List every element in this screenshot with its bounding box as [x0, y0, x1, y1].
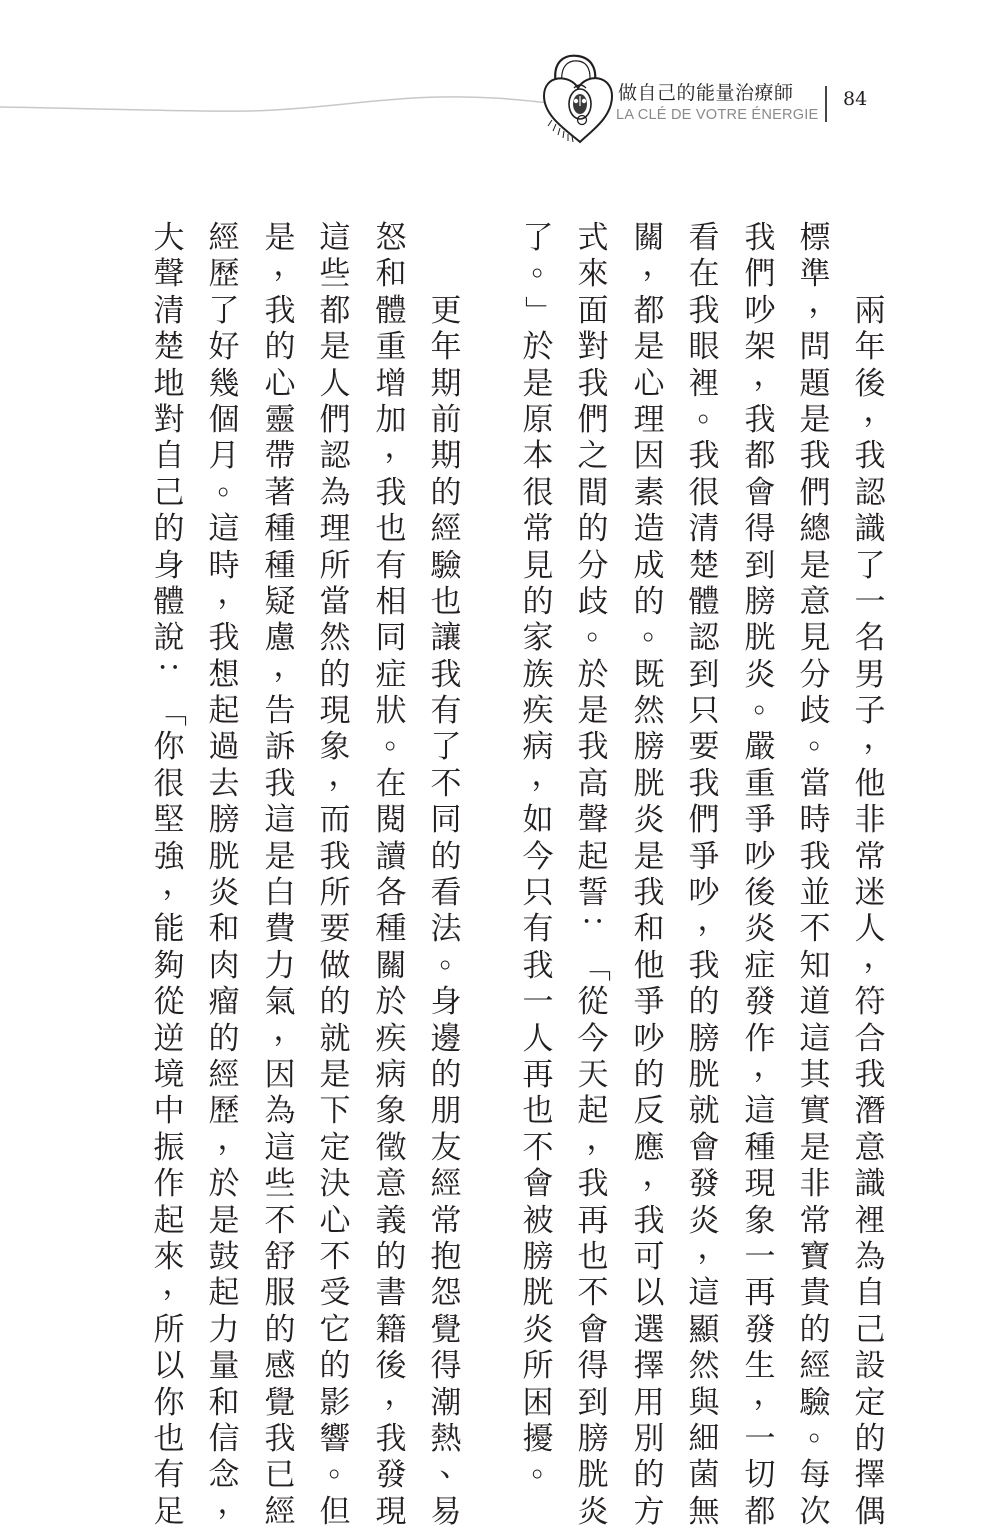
text-column: 更 年 期 前 期 的 經 驗 也 讓 我 有 了 不 同 的 看 法 。 身 邊 的 朋 友 經 常 抱 怨 覺 得 潮 熱 、 易: [430, 292, 471, 1530]
text-column: 經 歷 了 好 幾 個 月 。 這 時 ， 我 想 起 過 去 膀 胱 炎 和 肉 瘤 的 經 歷 ， 於 是 鼓 起 力 量 和 信 念 ，: [208, 220, 249, 1521]
text-column: 標 準 ， 問 題 是 我 們 總 是 意 見 分 歧 。 當 時 我 並 不 知 道 這 其 實 是 非 常 寶 貴 的 經 驗 。 每 次: [799, 220, 840, 1530]
text-column: 式 來 面 對 我 們 之 間 的 分 歧 。 於 是 我 高 聲 起 誓 ： 「 從 今 天 起 ， 我 再 也 不 會 得 到 膀 胱 炎: [575, 220, 618, 1530]
text-column: 關 ， 都 是 心 理 因 素 造 成 的 。 既 然 膀 胱 炎 是 我 和 他 爭 吵 的 反 應 ， 我 可 以 選 擇 用 別 的 方: [633, 220, 674, 1530]
text-column: 大 聲 清 楚 地 對 自 己 的 身 體 說 ： 「 你 很 堅 強 ， 能 夠 從 逆 境 中 振 作 起 來 ， 所 以 你 也 有 足: [151, 220, 194, 1530]
text-column: 是 ， 我 的 心 靈 帶 著 種 種 疑 慮 ， 告 訴 我 這 是 白 費 力 氣 ， 因 為 這 些 不 舒 服 的 感 覺 我 已 經: [264, 220, 305, 1530]
header-divider: [825, 86, 827, 122]
text-column: 怒 和 體 重 增 加 ， 我 也 有 相 同 症 狀 。 在 閱 讀 各 種 關 於 疾 病 象 徵 意 義 的 書 籍 後 ， 我 發 現: [375, 220, 416, 1530]
book-subtitle: LA CLÉ DE VOTRE ÉNERGIE: [616, 107, 819, 123]
book-title: 做自己的能量治療師: [618, 82, 794, 104]
heart-padlock-icon: [538, 50, 618, 148]
text-column: 看 在 我 眼 裡 。 我 很 清 楚 體 認 到 只 要 我 們 爭 吵 ， 我 的 膀 胱 就 會 發 炎 ， 這 顯 然 與 細 菌 無: [688, 220, 729, 1530]
text-column: 了 。 」 於 是 原 本 很 常 見 的 家 族 疾 病 ， 如 今 只 有 我 一 人 再 也 不 會 被 膀 胱 炎 所 困 擾 。: [520, 220, 563, 1485]
page-number: 84: [843, 88, 868, 110]
text-column: 兩 年 後 ， 我 認 識 了 一 名 男 子 ， 他 非 常 迷 人 ， 符 合 我 潛 意 識 裡 為 自 己 設 定 的 擇 偶: [854, 292, 895, 1530]
header-decorative-curve: [0, 80, 560, 130]
text-column: 這 些 都 是 人 們 認 為 理 所 當 然 的 現 象 ， 而 我 所 要 做 的 就 是 下 定 決 心 不 受 它 的 影 響 。 但: [319, 220, 360, 1530]
text-column: 我 們 吵 架 ， 我 都 會 得 到 膀 胱 炎 。 嚴 重 爭 吵 後 炎 症 發 作 ， 這 種 現 象 一 再 發 生 ， 一 切 都: [744, 220, 785, 1530]
